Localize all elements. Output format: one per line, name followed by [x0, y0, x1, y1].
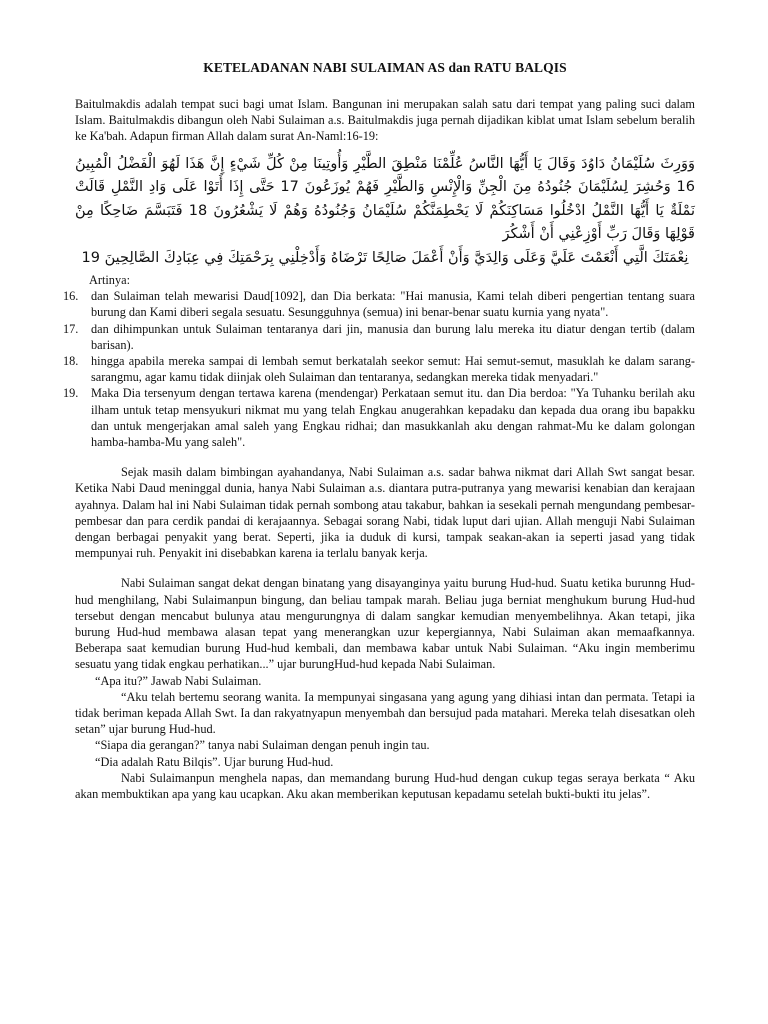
dialog-line-3: “Siapa dia gerangan?” tanya nabi Sulaiman dengan penuh ingin tau.: [95, 738, 430, 753]
verse-text: hingga apabila mereka sampai di lembah semut berkatalah seekor semut: Hai semut-semut, masuklah ke dalam sarang-sarangmu, agar kamu tidak diinjak oleh Sulaiman dan tentaranya, sedangkan mereka tidak menyadari.": [91, 353, 695, 385]
document-page: [63, 60, 695, 802]
translation-item: [63, 288, 695, 320]
verse-text: dan dihimpunkan untuk Sulaiman tentaranya dari jin, manusia dan burung lalu mereka itu diatur dengan tertib (dalam barisan).: [91, 321, 695, 352]
dialog-line-1: “Apa itu?” Jawab Nabi Sulaiman.: [95, 673, 262, 688]
translation-item: [63, 321, 695, 353]
verse-number: 16.: [63, 289, 79, 304]
arabic-verse-block: [75, 153, 695, 271]
arabic-verse-line-2: نِعْمَتَكَ الَّتِي أَنْعَمْتَ عَلَيَّ وَعَلَى وَالِدَيَّ وَأَنْ أَعْمَلَ صَالِحًا تَرْضَاهُ وَأَدْخِلْنِي بِرَحْمَتِكَ فِي عِبَادِكَ الصَّالِحِينَ 19: [81, 249, 689, 266]
dialog-line-5: Nabi Sulaimanpun menghela napas, dan memandang burung Hud-hud dengan cukup tegas seraya berkata “ Aku akan membuktikan apa yang kau ucapkan. Aku akan memberikan keputusan kepadamu setelah bukti-bukti itu jelas”.: [75, 770, 695, 801]
translation-item: [63, 385, 695, 450]
verse-number: 19.: [63, 386, 79, 401]
spacer: [75, 561, 695, 575]
translation-list: [63, 288, 695, 450]
intro-paragraph: Baitulmakdis adalah tempat suci bagi umat Islam. Bangunan ini merupakan salah satu dari tempat yang paling suci dalam Islam. Baitulmakdis dibangun oleh Nabi Sulaiman a.s. Baitulmakdis juga pernah dijadikan kiblat umat Islam sebelum beralih ke Ka'bah. Adapun firman Allah dalam surat An-Naml:16-19:: [75, 97, 695, 144]
verse-number: 18.: [63, 353, 79, 368]
dialog-line-4: “Dia adalah Ratu Bilqis”. Ujar burung Hud-hud.: [95, 754, 334, 769]
verse-number: 17.: [63, 321, 79, 336]
translation-label: Artinya:: [89, 273, 130, 288]
translation-item: [63, 353, 695, 385]
dialog-line-2: “Aku telah bertemu seorang wanita. Ia mempunyai singasana yang agung yang dihiasi intan dan permata. Tetapi ia tidak beriman kepada Allah Swt. Ia dan rakyatnyapun menyembah dan bersujud pada matahari. Mereka telah disesatkan oleh setan” ujar burung Hud-hud.: [75, 689, 695, 737]
document-title: KETELADANAN NABI SULAIMAN AS dan RATU BALQIS: [203, 60, 567, 75]
arabic-verse-line-1: وَوَرِثَ سُلَيْمَانُ دَاوُدَ وَقَالَ يَا أَيُّهَا النَّاسُ عُلِّمْنَا مَنْطِقَ الطَّيْرِ وَأُوتِينَا مِنْ كُلِّ شَيْءٍ إِنَّ هَذَا لَهُوَ الْفَضْلُ الْمُبِينُ 16 وَحُشِرَ لِسُلَيْمَانَ جُنُودُهُ مِنَ الْجِنِّ وَالْإِنْسِ وَالطَّيْرِ فَهُمْ يُوزَعُونَ 17 حَتَّى إِذَا أَتَوْا عَلَى وَادِ النَّمْلِ قَالَتْ نَمْلَةٌ يَا أَيُّهَا النَّمْلُ ادْخُلُوا مَسَاكِنَكُمْ لَا يَحْطِمَنَّكُمْ سُلَيْمَانُ وَجُنُودُهُ وَهُمْ لَا يَشْعُرُونَ 18 فَتَبَسَّمَ ضَاحِكًا مِنْ قَوْلِهَا وَقَالَ رَبِّ أَوْزِعْنِي أَنْ أَشْكُرَ: [75, 155, 695, 243]
spacer: [75, 450, 695, 464]
body-paragraph-2: Nabi Sulaiman sangat dekat dengan binatang yang disayanginya yaitu burung Hud-hud. Suatu ketika burunng Hud-hud menghilang, Nabi Sulaimanpun bingung, dan beliau tampak marah. Beliau juga berniat menghukum burung Hud-hud tersebut dengan mencabut bulunya atau mengurungnya di dalam sangkar kemudian menyembelihnya. Akan tetapi, jika burung Hud-hud membawa alasan tepat yang menerangkan uzur kepergiannya, Nabi Sulaiman akan memaafkannya. Beberapa saat kemudian burung Hud-hud kembali, dan membawa kabar untuk Nabi Sulaiman. “Aku ingin memberimu sesuatu yang tidak engkau perhatikan...” ujar burungHud-hud kepada Nabi Sulaiman.: [75, 576, 695, 672]
verse-text: dan Sulaiman telah mewarisi Daud[1092], dan Dia berkata: "Hai manusia, Kami telah diberi pengertian tentang suara burung dan Kami diberi segala sesuatu. Sesungguhnya (semua) ini benar-benar suatu kurnia yang nyata".: [91, 289, 695, 320]
verse-text: Maka Dia tersenyum dengan tertawa karena (mendengar) Perkataan semut itu. dan Dia berdoa: "Ya Tuhanku berilah aku ilham untuk tetap mensyukuri nikmat mu yang telah Engkau anugerahkan kepadaku dan kepada dua orang ibu bapakku dan untuk mengerjakan amal saleh yang Engkau ridhai; dan masukkanlah aku dengan rahmat-Mu ke dalam golongan hamba-hamba-Mu yang saleh".: [91, 386, 695, 449]
body-paragraph-1: Sejak masih dalam bimbingan ayahandanya, Nabi Sulaiman a.s. sadar bahwa nikmat dari Allah Swt sangat besar. Ketika Nabi Daud meninggal dunia, hanya Nabi Sulaiman a.s. diantara putra-putranya yang mewarisi kenabian dan kerajaan ayahnya. Dalam hal ini Nabi Sulaiman tidak pernah sombong atau takabur, bahkan ia sesekali pernah mengundang pembesar-pembesar dan para cerdik pandai di kerajaannya. Sebagai sorang Nabi, tidak luput dari ujian. Allah menguji Nabi Sulaiman dengan berbagai penyakit yang berat. Seperti, jika ia duduk di kursi, tampak seakan-akan ia seperti jasad yang tidak mempunyai ruh. Penyakit ini disebabkan karena ia terlalu banyak kerja.: [75, 465, 695, 561]
